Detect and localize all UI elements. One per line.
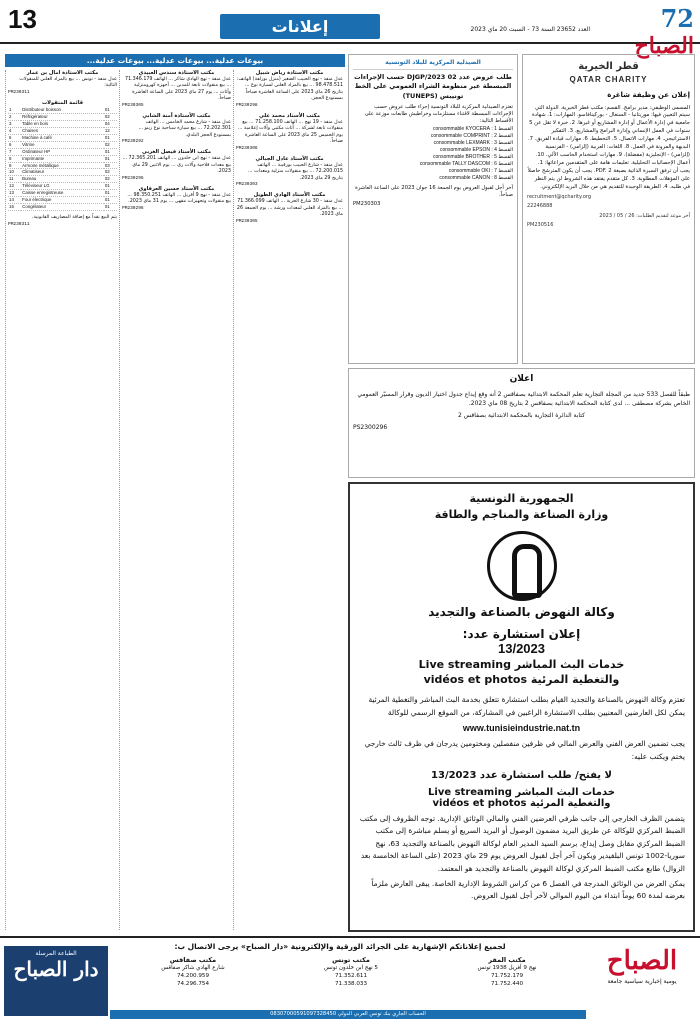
- sale-entry-ref: PM230311: [8, 89, 30, 95]
- sale-entry-ref: PM230296: [122, 205, 144, 211]
- sale-items-table: [8, 107, 117, 211]
- judicial-sales-grid: [5, 70, 345, 930]
- sale-entry-ref: PM230295: [122, 175, 144, 181]
- table-cell: 7: [8, 148, 21, 155]
- industry-consultation-number: 13/2023: [498, 641, 545, 656]
- industry-url[interactable]: www.tunisieindustrie.nat.tn: [462, 723, 581, 734]
- industry-agency: وكالة النهوض بالصناعة والتجديد: [428, 605, 615, 619]
- sale-entry-ref: PM230311: [8, 221, 30, 227]
- table-cell: 6: [8, 141, 21, 148]
- pharmacy-footer: آخر أجل لقبول العروض يوم الجمعة 16 جوان 2023 على الساعة العاشرة صباحاً.: [355, 184, 513, 198]
- table-cell: 04: [104, 120, 117, 127]
- section-title: إعلانات: [220, 14, 380, 39]
- table-cell: Table en bois: [21, 120, 104, 127]
- table-row: [8, 155, 117, 162]
- office-fax: 74.296.754: [176, 980, 210, 987]
- office-title: مكتب تونس: [332, 956, 370, 964]
- qatar-charity-body: المسمى الوظيفي: مدير برامج. القسم: مكتب قطر الخيرية. الدولة التي سيتم التعيين فيها: موريتانيا - السنغال - بوركينافاسو. المهارات: 1. شهادة جامعية في إدارة الأعمال أو إدارة المشاريع أو غيرها. 2. خبرة لا تقل عن 5 سنوات في العمل الإنساني وإدارة البرامج والمشاريع. 3. التفكير الاستراتيجي. 4. مهارات الاتصال. 5. التخطيط. 6. مهارات قيادة الفريق. 7. البديهة والمرونة في العمل. 8. اللغات: العربية (إلزامي) - الفرنسية (إلزامي) - الإنجليزية (مفضلة). 9. مهارات استخدام الحاسب الآلي. 10. أعمال الإحصائيات التحليلية. تعليمات هامة على المتقدمين مراعاتها: 1. يجب أن ترفق السيرة الذاتية بصيغة PDF. 2. يجب أن يكون المترشح حاصلاً على المؤهلات المطلوبة. 3. كل متقدم يفتقد هذه الشروط لن يتم النظر في طلبه. 4. الطريقة الوحيدة للتقديم هي من خلال البريد الإلكتروني.: [527, 104, 690, 190]
- logo-text: الصباح: [634, 33, 694, 59]
- sale-entry-ref: PM230305: [122, 102, 144, 108]
- industry-quote-2: خدمات البث المباشر Live streaming: [428, 786, 615, 798]
- table-cell: Machine à café: [21, 134, 104, 141]
- table-row: [8, 127, 117, 134]
- table-row: [8, 113, 117, 120]
- office-address: 5 نهج ابن خلدون تونس: [324, 965, 378, 972]
- sale-entry-text: عدل منفذ - شارع محمد الخامس ... الهاتف 72.202.301 ... بيع سيارة سياحية نوع رينو ... بمستودع الحجز البلدي.: [138, 119, 231, 138]
- table-cell: Vitrine: [21, 141, 104, 148]
- footer-logo-left-main: دار الصباح: [13, 957, 99, 981]
- table-cell: 01: [104, 148, 117, 155]
- logo-years: 72: [660, 4, 694, 33]
- industry-consultation-label: إعلان استشارة عدد:: [462, 627, 581, 641]
- table-cell: 14: [8, 197, 21, 204]
- pharmacy-code: PM230303: [353, 201, 381, 208]
- footer-logo-sub: يومية إخبارية سياسية جامعة: [607, 978, 677, 985]
- industry-quote-1: لا يفتح/ طلب استشارة عدد 13/2023: [431, 769, 612, 781]
- footer-headline: لجميع إعلاناتكم الإشهارية على الجرائد الورقية والإلكترونية «دار الصباح» يرجى الاتصال ب:: [174, 942, 506, 951]
- sale-entry-text: عدل منفذ - 19 نهج ... الهاتف 71.258.100 ... بيع منقولات تابعة لشركة ... أثاث مكتبي وآلات إعلامية ... يوم الخميس 25 ماي 2023 على الساعة العاشرة صباحاً.: [237, 119, 343, 145]
- sale-entry: [8, 100, 117, 211]
- footer-office-hq: [432, 956, 582, 1016]
- table-row: [8, 176, 117, 183]
- page-footer: [0, 936, 700, 1019]
- table-cell: 15: [8, 204, 21, 211]
- sale-entry-ref: PM230303: [236, 182, 258, 188]
- sale-entry: [8, 70, 117, 96]
- table-row: [8, 134, 117, 141]
- page-number: 13: [8, 4, 37, 34]
- footer-bank-bar: الحساب الجاري بنك تونس العربي الدولي 08307000591097328450: [110, 1010, 586, 1019]
- sale-entry-heading: قائمة المنقولات: [41, 100, 84, 107]
- sale-entry-text: عدل منفذ - نهج ابن خلدون ... الهاتف 72.365.201 ... بيع معدات فلاحية وآلات ري ... يوم الاثنين 29 ماي 2023.: [122, 156, 231, 175]
- table-row: [8, 197, 117, 204]
- sales-column-1: [233, 70, 345, 930]
- industry-body-3: يمكن العرض من الوثائق المدرجة في الفصل 6 من كراس الشروط الإدارية الخاصة. يبقى العارض ملزماً بعرضه لمدة 60 يوماً ابتداء من اليوم الموالي لآخر أجل لقبول العروض.: [371, 878, 685, 901]
- qatar-charity-ad: [522, 54, 695, 364]
- sale-entry-heading: مكتب الأستاذة آمال بن عمار: [26, 70, 99, 76]
- newspaper-logo: [598, 4, 694, 59]
- industry-ministry: وزارة الصناعة والمناجم والطاقة: [434, 508, 609, 521]
- table-cell: 3: [8, 120, 21, 127]
- table-cell: 5: [8, 134, 21, 141]
- court-notice: [348, 368, 695, 478]
- table-cell: 12: [8, 183, 21, 190]
- sales-column-3: [5, 70, 119, 930]
- footer-office-tunis: [276, 956, 426, 1016]
- table-row: [8, 141, 117, 148]
- table-cell: 4: [8, 127, 21, 134]
- notice-body: طبقاً للفصل 533 جديد من المجلة التجارية تعلم المحكمة الابتدائية بصفاقس 2 أنه وقع إيداع جدول اختيار الديون وقرار المسيّر العمومي الخاص بشركة مصطفى ... لدى كتابة المحكمة الابتدائية بصفاقس 2 بتاريخ 08 ماي 2023.: [357, 390, 690, 407]
- table-cell: Ordinateur HP: [21, 148, 104, 155]
- office-tel: 74.200.959: [176, 972, 210, 979]
- office-address: شارع الهادي شاكر صفاقس: [161, 965, 225, 972]
- qatar-charity-logo: [527, 59, 690, 86]
- table-cell: 02: [104, 113, 117, 120]
- issue-line: العدد 23652 السنة 73 - السبت 20 ماي 2023: [470, 26, 590, 33]
- pharmacy-title: طلب عروض عدد 02 2023/DJGP حسب الإجراءات المبسطة عبر منظومة الشراء العمومي على الخط تونيبس (TUNEPS): [354, 73, 512, 100]
- table-cell: 03: [104, 162, 117, 169]
- sale-entry-heading: مكتب الأستاذ فيصل الغربي: [141, 149, 212, 156]
- table-cell: 01: [104, 155, 117, 162]
- pharmacy-tender-ad: [348, 54, 518, 364]
- footer-logo-left-top: الطباعة المرسلة: [35, 950, 77, 957]
- table-row: [8, 120, 117, 127]
- pharmacy-lots-list: [353, 126, 513, 182]
- office-fax: 71.338.033: [334, 980, 368, 987]
- table-row: [8, 183, 117, 190]
- table-row: [8, 169, 117, 176]
- table-cell: Caisse enregistreuse: [21, 190, 104, 197]
- table-cell: 01: [104, 204, 117, 211]
- table-cell: 10: [8, 169, 21, 176]
- table-cell: 12: [104, 127, 117, 134]
- footer-office-sfax: [118, 956, 268, 1016]
- office-tel: 71.352.611: [334, 972, 368, 979]
- table-cell: Chaises: [21, 127, 104, 134]
- sale-entry-text: عدل منفذ - شارع الحبيب بورقيبة ... الهاتف 72.200.015 ... بيع منقولات منزلية ومعدات ... بتاريخ 29 ماي 2023.: [248, 162, 343, 181]
- office-tel: 71.752.179: [490, 972, 524, 979]
- sale-entry-heading: مكتب الأستاذ حسين العرفاوي: [138, 185, 215, 192]
- office-title: مكتب المقر: [488, 956, 526, 964]
- table-cell: Bureau: [21, 176, 104, 183]
- industry-republic: الجمهورية التونسية: [469, 492, 574, 505]
- footer-logo-right: [588, 946, 696, 1016]
- sale-entry-text: عدل منفذ - نهج الحبيب الصغير (منزل بوزلفة) الهاتف: 98.478.511 ... بيع بالمزاد العلني لسيارة نوع ... بتاريخ 26 ماي 2023 على الساعة العاشرة صباحاً بمستودع الحجز.: [236, 77, 343, 102]
- sale-entry: [122, 186, 231, 212]
- notice-sign: كتابة الدائرة التجارية بالمحكمة الابتدائية بصفاقس 2: [458, 411, 585, 419]
- industry-body-2: يتضمن الظرف الخارجي إلى جانب ظرفي العرضين الفني والمالي الوثائق الإدارية. توجه الظروف إلى مكتب الضبط المركزي للوكالة عن طريق البريد مضمون الوصول أو البريد السريع أو يسلم مباشرة إلى مكتب الضبط المركزي مقابل وصل إيداع، برسم السيد المدير العام لوكالة النهوض بالصناعة والتجديد 63، نهج سوريا-1002 تونس البلفيدير ويكون آخر أجل لقبول العروض يوم 29 ماي 2023 (على الساعة الخامسة بعد الزوال) طابع مكتب الضبط المركزي لوكالة النهوض بالصناعة والتجديد هو المعتمد.: [359, 813, 685, 873]
- industry-intro-text: تعتزم وكالة النهوض بالصناعة والتجديد القيام بطلب استشارة تتعلق بخدمة البث المباشر والتغطية المرئية يمكن لكل العارضين المعنيين بطلب الاستشارة الراغبين في المشاركة، من الموقع الرسمي للوكالة: [368, 695, 685, 717]
- table-cell: 11: [8, 176, 21, 183]
- pharmacy-lot-item: القسط 8 : consommable CANON: [439, 174, 513, 181]
- pharmacy-lot-item: القسط 7 : consommable OKI: [448, 167, 513, 174]
- industry-env: يجب تضمين العرض الفني والعرض المالي في ظرفين منفصلين ومختومين يدرجان في ظرف ثالث خارجي يختم ويكتب عليه:: [364, 739, 685, 762]
- sale-entry-text: يتم البيع نقداً مع إضافة المصاريف القانونية.: [31, 215, 117, 221]
- table-cell: 9: [8, 162, 21, 169]
- sale-entry: [8, 215, 117, 228]
- table-cell: Climatiseur: [21, 169, 104, 176]
- pharmacy-body: تعتزم الصيدلية المركزية للبلاد التونسية إجراء طلب عروض حسب الإجراءات المبسطة لاقتناء مستلزمات وخراطيش طابعات موزعة على الأقساط التالية:: [364, 103, 513, 125]
- pharmacy-logo: الصيدلية المركزية للبلاد التونسية: [353, 59, 513, 70]
- table-row: [8, 204, 117, 211]
- table-row: [8, 162, 117, 169]
- industry-consultation-ad: [348, 482, 695, 932]
- table-cell: Distributeur boisson: [21, 107, 104, 113]
- table-cell: 1: [8, 107, 21, 113]
- table-cell: 01: [104, 183, 117, 190]
- table-cell: 2: [8, 113, 21, 120]
- table-cell: 13: [8, 190, 21, 197]
- footer-logo-text: الصباح: [606, 946, 678, 976]
- sales-column-2: [119, 70, 233, 930]
- table-cell: 02: [104, 169, 117, 176]
- sale-entry: [122, 70, 231, 109]
- industry-intro: [358, 694, 685, 764]
- sale-entry-ref: PM230292: [122, 139, 144, 145]
- pharmacy-lot-item: القسط 6 : consommable TALLY DASCOM: [419, 160, 513, 167]
- qatar-charity-logo-ar: قطر الخيرية: [578, 61, 639, 72]
- pharmacy-lot-item: القسط 4 : consommable EPSON: [439, 146, 513, 153]
- table-cell: 8: [8, 155, 21, 162]
- table-cell: Armoire métallique: [21, 162, 104, 169]
- office-title: مكتب صفاقس: [169, 956, 217, 964]
- qatar-charity-title: إعلان عن وظيفة شاغرة: [607, 91, 690, 99]
- pharmacy-lot-item: القسط 2 : consommable COMPRINT: [430, 132, 513, 139]
- sale-entry-ref: PM230306: [236, 145, 258, 151]
- sale-entry: [236, 192, 343, 224]
- table-row: [8, 190, 117, 197]
- sale-entry-heading: مكتب الأستاذة رياض شبيل: [255, 70, 324, 76]
- footer-logo-left: [4, 946, 108, 1016]
- sale-entry: [122, 113, 231, 145]
- sale-entry: [236, 70, 343, 109]
- table-cell: 02: [104, 176, 117, 183]
- sale-entry-text: عدل منفذ - نهج الهادي شاكر ... الهاتف 71.346.179 ... بيع منقولات تابعة للمدين ... أجهزة كهرومنزلية وأثاث ... يوم 27 ماي 2023 على الساعة العاشرة صباحاً.: [125, 77, 231, 102]
- qatar-charity-email[interactable]: recruitment@qcharity.org: [527, 193, 592, 200]
- judicial-sales-banner: بيوعات عدلية... بيوعات عدلية... بيوعات عدلية...: [5, 54, 345, 67]
- page-header: [0, 0, 700, 59]
- office-fax: 71.752.440: [490, 980, 524, 987]
- pharmacy-lot-item: القسط 5 : consommable BROTHER: [433, 153, 513, 160]
- table-cell: Imprimante: [21, 155, 104, 162]
- sale-entry-ref: PM230305: [236, 218, 258, 224]
- industry-service-1: خدمات البث المباشر Live streaming: [418, 658, 625, 671]
- table-cell: Téléviseur LG: [21, 183, 104, 190]
- sale-entry: [236, 156, 343, 188]
- sale-entry-heading: مكتب الأستاذ عادل الجبالي: [255, 155, 324, 162]
- notice-title: اعلان: [509, 374, 534, 384]
- table-cell: 01: [104, 107, 117, 113]
- agency-emblem-icon: [487, 531, 557, 601]
- office-address: نهج 9 أفريل 1938 تونس: [477, 965, 537, 972]
- sale-entry-ref: PM230298: [236, 102, 258, 108]
- table-cell: Congélateur: [21, 204, 104, 211]
- qatar-charity-logo-en: QATAR CHARITY: [569, 75, 648, 84]
- industry-service-2: والتغطية المرئية vidéos et photos: [423, 673, 620, 686]
- table-row: [8, 148, 117, 155]
- pharmacy-lot-item: القسط 3 : consommable LEXMARK: [433, 139, 513, 146]
- table-cell: Four électrique: [21, 197, 104, 204]
- sale-entry: [236, 113, 343, 152]
- sale-entry-heading: مكتب الأستاذ الهادي الطويل: [253, 192, 326, 199]
- qatar-charity-ref: 22246888: [527, 203, 553, 210]
- sale-entry-heading: مكتب الأستاذ محمد علي: [258, 112, 321, 119]
- industry-quote-3: والتغطية المرئية vidéos et photos: [432, 797, 611, 809]
- sale-entry-text: عدل منفذ - تونس ... بيع بالمزاد العلني للمنقولات التالية:: [19, 77, 117, 89]
- table-cell: Réfrigérateur: [21, 113, 104, 120]
- table-cell: 02: [104, 141, 117, 148]
- table-cell: 01: [104, 190, 117, 197]
- sale-entry-heading: مكتب الأستاذة آمنة الشابي: [142, 112, 211, 119]
- notice-code: PS2300296: [353, 423, 388, 431]
- sale-entry-text: عدل منفذ - 30 شارع الحرية ... الهاتف 71.366.099 ... بيع بالمزاد العلني لمعدات ورشة ... يوم الجمعة 26 ماي 2023.: [236, 199, 343, 218]
- sale-entry-heading: مكتب الأستاذة سندس العبيدي: [138, 70, 215, 76]
- table-cell: 01: [104, 197, 117, 204]
- pharmacy-lot-item: القسط 1 : consommable KYOCERA: [433, 125, 513, 132]
- qatar-charity-code: PM230516: [527, 222, 554, 229]
- sale-entry-text: عدل منفذ - نهج 9 أفريل ... الهاتف 98.350.251 ... بيع منقولات وتجهيزات مقهى ... يوم 31 ماي 2023.: [127, 192, 231, 205]
- table-cell: 01: [104, 134, 117, 141]
- sale-entry: [122, 149, 231, 181]
- qatar-charity-deadline: آخر موعد لتقديم الطلبات: 26 / 05 / 2023: [599, 212, 690, 219]
